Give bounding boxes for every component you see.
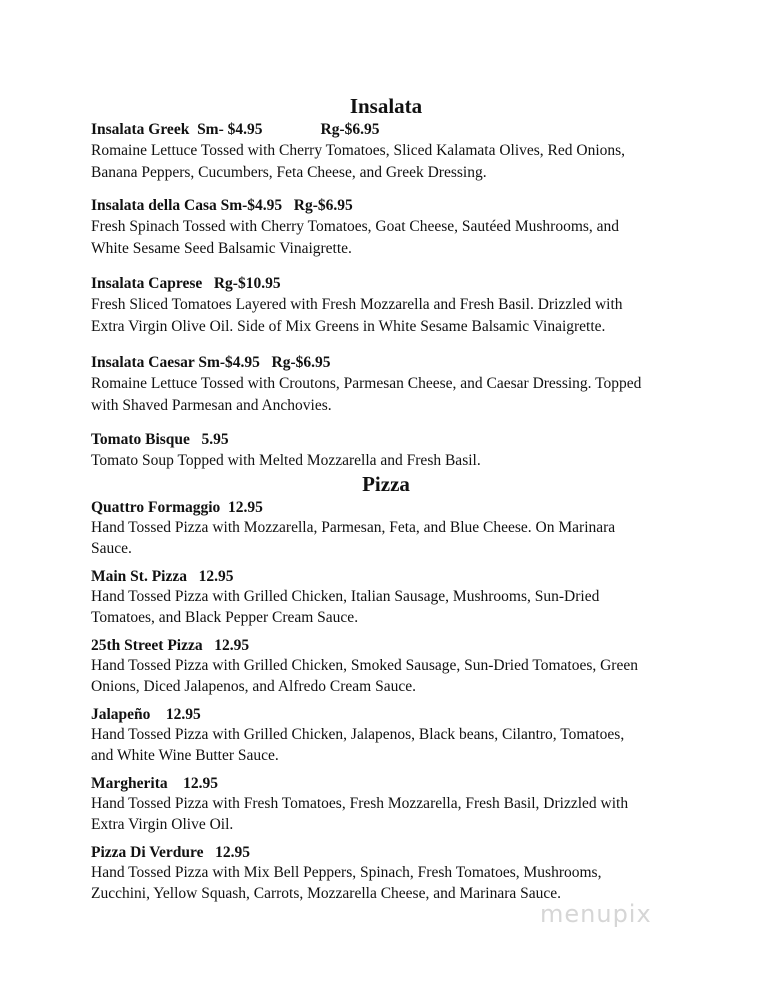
section-title-insalata: Insalata [349, 94, 423, 118]
item-description: Hand Tossed Pizza with Grilled Chicken, Italian Sausage, Mushrooms, Sun-Dried Tomatoes, and Black Pepper Cream Sauce. [91, 588, 600, 626]
menu-item-tomato-bisque [91, 430, 731, 472]
section-title-pizza: Pizza [362, 472, 410, 496]
item-name-price: Pizza Di Verdure 12.95 [91, 844, 251, 861]
watermark-logo: menupix [540, 900, 652, 928]
menu-item-insalata-della-casa [91, 196, 731, 260]
item-description: Hand Tossed Pizza with Mix Bell Peppers, Spinach, Fresh Tomatoes, Mushrooms, Zucchini, Yellow Squash, Carrots, Mozzarella Cheese, and Marinara Sauce. [91, 864, 602, 902]
menu-item-jalapeno [91, 705, 731, 766]
menu-item-pizza-di-verdure [91, 843, 731, 904]
menu-item-insalata-caesar [91, 353, 731, 417]
item-description: Fresh Sliced Tomatoes Layered with Fresh Mozzarella and Fresh Basil. Drizzled with Extra Virgin Olive Oil. Side of Mix Greens in White Sesame Balsamic Vinaigrette. [91, 296, 623, 335]
item-name-price: Main St. Pizza 12.95 [91, 568, 234, 585]
item-description: Tomato Soup Topped with Melted Mozzarella and Fresh Basil. [91, 452, 481, 469]
item-name-price: Margherita 12.95 [91, 775, 218, 792]
menu-item-insalata-caprese [91, 274, 731, 338]
item-name-price: Tomato Bisque 5.95 [91, 431, 229, 448]
menu-item-quattro-formaggio [91, 498, 731, 559]
item-name-price: Insalata Greek Sm- $4.95 [91, 121, 263, 138]
item-description: Hand Tossed Pizza with Grilled Chicken, Jalapenos, Black beans, Cilantro, Tomatoes, and White Wine Butter Sauce. [91, 726, 625, 764]
item-description: Romaine Lettuce Tossed with Croutons, Parmesan Cheese, and Caesar Dressing. Topped with Shaved Parmesan and Anchovies. [91, 375, 642, 414]
item-name-price: Insalata Caprese Rg-$10.95 [91, 275, 281, 292]
item-price-regular: Rg-$6.95 [320, 121, 380, 138]
item-description: Hand Tossed Pizza with Grilled Chicken, Smoked Sausage, Sun-Dried Tomatoes, Green Onions, Diced Jalapenos, and Alfredo Cream Sauce. [91, 657, 638, 695]
menu-item-insalata-greek [91, 120, 731, 184]
item-description: Hand Tossed Pizza with Mozzarella, Parmesan, Feta, and Blue Cheese. On Marinara Sauce. [91, 519, 616, 557]
item-name-price: Quattro Formaggio 12.95 [91, 499, 263, 516]
item-heading [91, 120, 731, 140]
item-name-price: Insalata Caesar Sm-$4.95 Rg-$6.95 [91, 354, 331, 371]
item-name-price: 25th Street Pizza 12.95 [91, 637, 250, 654]
item-name-price: Jalapeño 12.95 [91, 706, 201, 723]
item-description: Romaine Lettuce Tossed with Cherry Tomatoes, Sliced Kalamata Olives, Red Onions, Banana Peppers, Cucumbers, Feta Cheese, and Greek Dressing. [91, 142, 626, 181]
menu-item-25th-street-pizza [91, 636, 731, 697]
item-name-price: Insalata della Casa Sm-$4.95 Rg-$6.95 [91, 197, 353, 214]
item-description: Fresh Spinach Tossed with Cherry Tomatoes, Goat Cheese, Sautéed Mushrooms, and White Sesame Seed Balsamic Vinaigrette. [91, 218, 620, 257]
menu-item-main-st-pizza [91, 567, 731, 628]
item-description: Hand Tossed Pizza with Fresh Tomatoes, Fresh Mozzarella, Fresh Basil, Drizzled with Extra Virgin Olive Oil. [91, 795, 629, 833]
menu-item-margherita [91, 774, 731, 835]
